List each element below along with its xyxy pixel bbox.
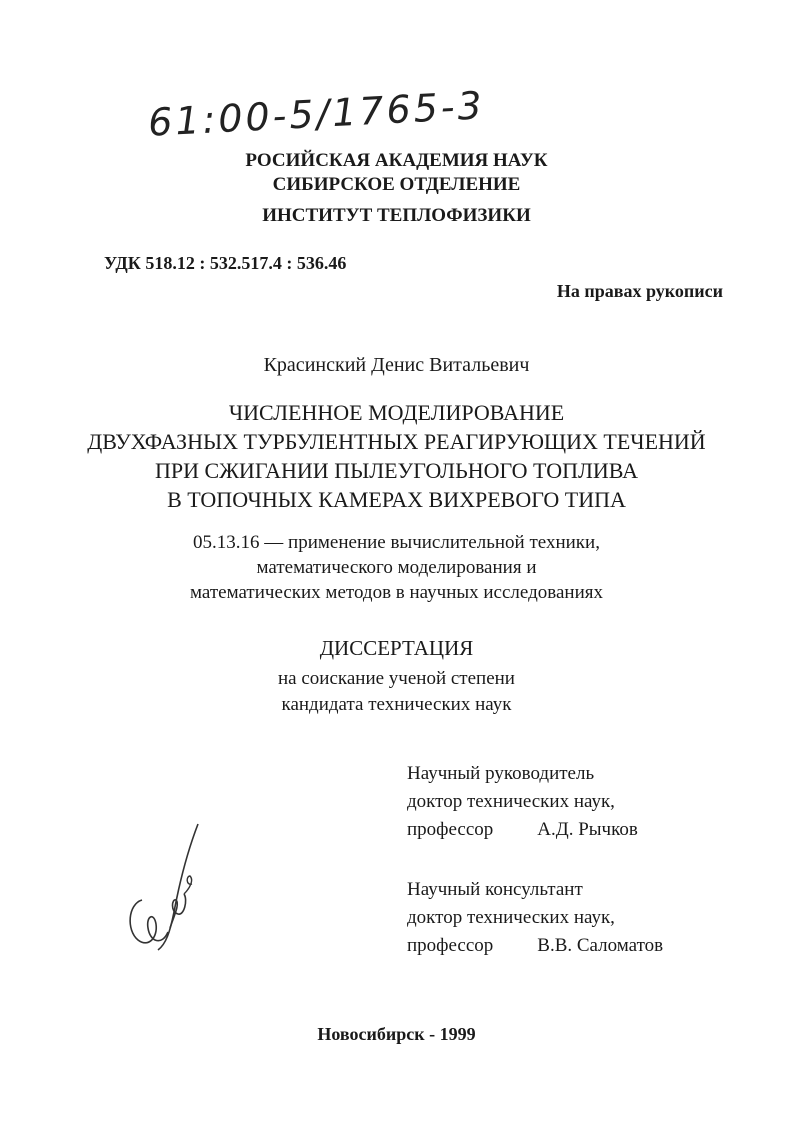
title-line: В ТОПОЧНЫХ КАМЕРАХ ВИХРЕВОГО ТИПА bbox=[167, 487, 626, 512]
consultant-role: Научный консультант bbox=[407, 879, 583, 900]
consultant-rank: профессор bbox=[407, 935, 494, 956]
supervisor-rank: профессор bbox=[407, 819, 494, 840]
place-and-year: Новосибирск - 1999 bbox=[317, 1024, 476, 1044]
academy-name: РОСИЙСКАЯ АКАДЕМИЯ НАУК bbox=[245, 150, 548, 171]
rights-note: На правах рукописи bbox=[556, 281, 723, 301]
specialty bbox=[0, 530, 793, 605]
supervisor-rank-line bbox=[407, 816, 638, 844]
supervisor-degree: доктор технических наук, bbox=[407, 791, 615, 812]
degree-line-2: кандидата технических наук bbox=[281, 694, 512, 715]
udk-code: УДК 518.12 : 532.517.4 : 536.46 bbox=[104, 253, 347, 273]
institute-name: ИНСТИТУТ ТЕПЛОФИЗИКИ bbox=[262, 205, 531, 226]
consultant-name: В.В. Саломатов bbox=[537, 935, 664, 956]
title-line: ДВУХФАЗНЫХ ТУРБУЛЕНТНЫХ РЕАГИРУЮЩИХ ТЕЧЕНИЙ bbox=[87, 429, 706, 454]
specialty-line: 05.13.16 — применение вычислительной техники, bbox=[193, 532, 600, 553]
consultant-block bbox=[407, 876, 663, 960]
thesis-title bbox=[0, 398, 793, 514]
handwritten-signature bbox=[118, 820, 218, 960]
title-line: ЧИСЛЕННОЕ МОДЕЛИРОВАНИЕ bbox=[228, 400, 565, 425]
specialty-line: математических методов в научных исследованиях bbox=[190, 582, 603, 603]
author-name: Красинский Денис Витальевич bbox=[263, 354, 530, 376]
consultant-rank-line bbox=[407, 932, 663, 960]
supervisor-name: А.Д. Рычков bbox=[537, 819, 638, 840]
degree-line-1: на соискание ученой степени bbox=[278, 668, 515, 689]
supervisor-block bbox=[407, 760, 638, 844]
archive-code-handwritten: 61:00-5/1765-3 bbox=[147, 83, 486, 145]
specialty-line: математического моделирования и bbox=[256, 557, 537, 578]
consultant-degree: доктор технических наук, bbox=[407, 907, 615, 928]
division-name: СИБИРСКОЕ ОТДЕЛЕНИЕ bbox=[272, 174, 521, 195]
supervisor-role: Научный руководитель bbox=[407, 763, 595, 784]
dissertation-heading: ДИССЕРТАЦИЯ bbox=[319, 636, 474, 660]
title-line: ПРИ СЖИГАНИИ ПЫЛЕУГОЛЬНОГО ТОПЛИВА bbox=[155, 458, 638, 483]
